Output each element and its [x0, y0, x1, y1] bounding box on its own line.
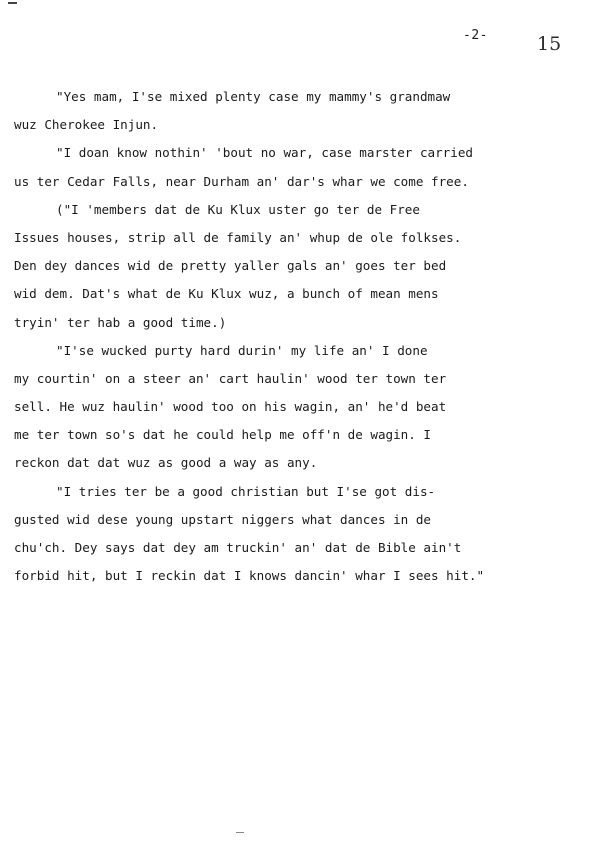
text-line: wuz Cherokee Injun. [14, 117, 159, 133]
text-line: sell. He wuz haulin' wood too on his wagin, an' he'd beat [14, 399, 447, 415]
text-line: gusted wid dese young upstart niggers what dances in de [14, 511, 432, 527]
text-line: Issues houses, strip all de family an' whup de ole folkses. [14, 229, 462, 245]
text-line: wid dem. Dat's what de Ku Klux wuz, a bunch of mean mens [14, 286, 439, 302]
stray-mark [236, 832, 244, 833]
text-line: forbid hit, but I reckin dat I knows dancin' whar I sees hit." [14, 568, 485, 584]
text-line: me ter town so's dat he could help me off'n de wagin. I [14, 427, 432, 443]
page-number: 15 [537, 33, 562, 55]
text-line: tryin' ter hab a good time.) [14, 314, 227, 330]
text-line: chu'ch. Dey says dat dey am truckin' an' dat de Bible ain't [14, 540, 462, 555]
text-line: ("I 'members dat de Ku Klux uster go ter de Free [56, 201, 420, 217]
page-marker: -2- [463, 28, 488, 43]
text-line: "I tries ter be a good christian but I'se got dis- [56, 483, 436, 499]
text-line: my courtin' on a steer an' cart haulin' wood ter town ter [14, 370, 447, 386]
transcript-text [14, 83, 590, 590]
text-line: "I'se wucked purty hard durin' my life an' I done [56, 342, 428, 358]
text-line: "Yes mam, I'se mixed plenty case my mammy's grandmaw [56, 89, 451, 104]
text-line: Den dey dances wid de pretty yaller gals an' goes ter bed [14, 258, 447, 274]
text-line: us ter Cedar Falls, near Durham an' dar's whar we come free. [14, 173, 469, 189]
text-line: reckon dat dat wuz as good a way as any. [14, 455, 318, 471]
corner-mark [8, 2, 17, 4]
text-line: "I doan know nothin' 'bout no war, case marster carried [56, 145, 474, 161]
